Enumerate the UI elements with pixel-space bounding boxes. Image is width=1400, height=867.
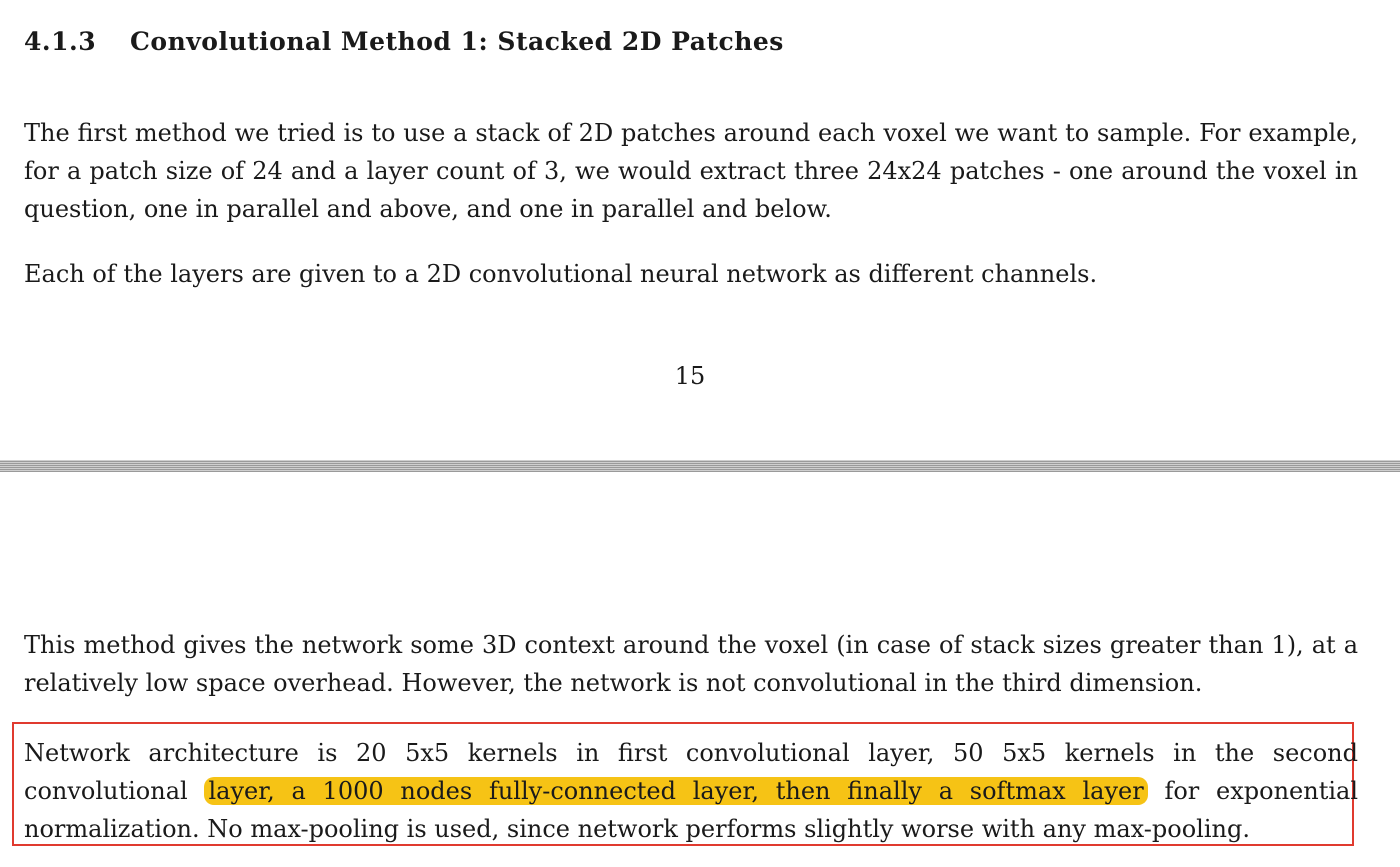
highlighted-text: layer, a 1000 nodes fully-connected layer, then finally a softmax layer: [204, 777, 1147, 805]
paragraph-stacked-patches-intro: The first method we tried is to use a stack of 2D patches around each voxel we want to sample. For example, for a patch size of 24 and a layer count of 3, we would extract three 24x24 patches - one around the voxel in question, one in parallel and above, and one in parallel and below.: [24, 119, 1358, 223]
page-separator: [0, 460, 1400, 472]
architecture-text-end: for exponential normalization. No max-pooling is used, since network performs slightly worse with any max-pooling.: [24, 777, 1359, 843]
paragraph-layers-channels: Each of the layers are given to a 2D convolutional neural network as different channels.: [24, 260, 1098, 288]
document-page-lower: [0, 472, 1400, 867]
section-number: 4.1.3: [24, 27, 97, 56]
architecture-text-start: Network architecture is 20 5x5 kernels in first convolutional layer, 50 5x5 kernels in the second convolutional: [24, 739, 1358, 805]
section-title: Convolutional Method 1: Stacked 2D Patches: [130, 27, 784, 56]
section-heading: [24, 27, 784, 56]
page-number: 15: [674, 362, 706, 390]
paragraph-3d-context: This method gives the network some 3D context around the voxel (in case of stack sizes greater than 1), at a relatively low space overhead. However, the network is not convolutional in the third dimension.: [24, 631, 1358, 697]
paragraph-network-architecture: [24, 734, 1358, 848]
